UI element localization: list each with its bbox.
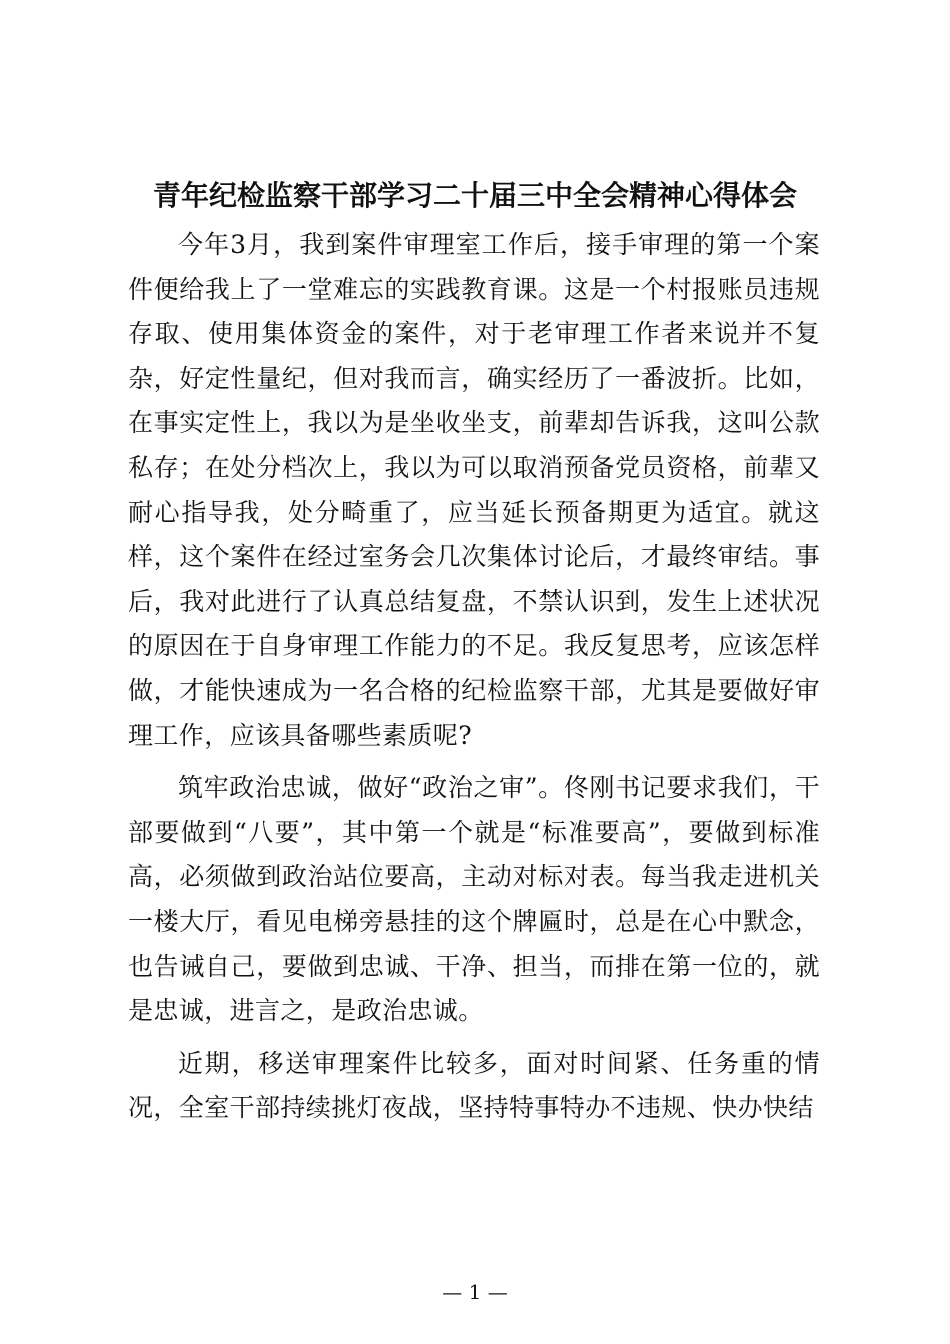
document-body (128, 223, 820, 1131)
paragraph-2: 筑牢政治忠诚，做好“政治之审”。佟刚书记要求我们，干部要做到“八要”，其中第一个就是“标准要高”，要做到标准高，必须做到政治站位要高，主动对标对表。每当我走进机关一楼大厅，看见电梯旁悬挂的这个牌匾时，总是在心中默念，也告诫自己，要做到忠诚、干净、担当，而排在第一位的，就是忠诚，进言之，是政治忠诚。 (128, 773, 820, 1026)
page-number: — 1 — (442, 1280, 508, 1304)
paragraph-1: 今年3月，我到案件审理室工作后，接手审理的第一个案件便给我上了一堂难忘的实践教育课。这是一个村报账员违规存取、使用集体资金的案件，对于老审理工作者来说并不复杂，好定性量纪，但对我而言，确实经历了一番波折。比如，在事实定性上，我以为是坐收坐支，前辈却告诉我，这叫公款私存；在处分档次上，我以为可以取消预备党员资格，前辈又耐心指导我，处分畸重了，应当延长预备期更为适宜。就这样，这个案件在经过室务会几次集体讨论后，才最终审结。事后，我对此进行了认真总结复盘，不禁认识到，发生上述状况的原因在于自身审理工作能力的不足。我反复思考，应该怎样做，才能快速成为一名合格的纪检监察干部，尤其是要做好审理工作，应该具备哪些素质呢? (128, 230, 820, 750)
paragraph-3: 近期，移送审理案件比较多，面对时间紧、任务重的情况，全室干部持续挑灯夜战，坚持特事特办不违规、快办快结 (128, 1048, 820, 1123)
document-title: 青年纪检监察干部学习二十届三中全会精神心得体会 (152, 179, 797, 212)
